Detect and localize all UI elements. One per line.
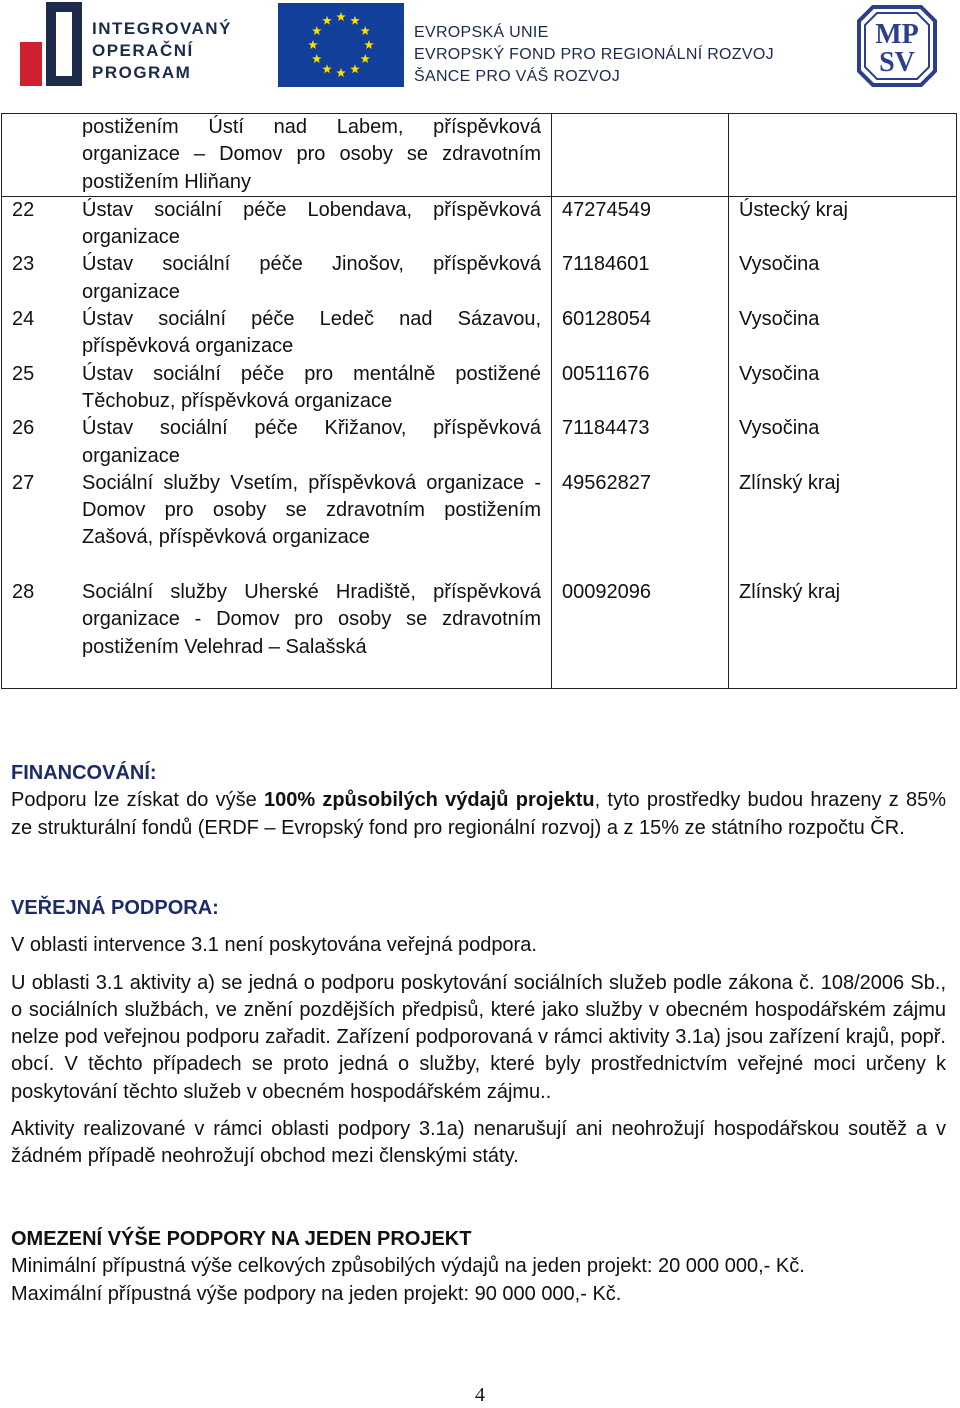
financing-text-c: , tyto prostředky budou hrazeny z 85% ze strukturální fondů (ERDF – Evropský fond pro regionální rozvoj) a z 15% ze státního rozpočtu ČR. xyxy=(11,789,946,839)
row-number: 25 xyxy=(12,362,35,385)
organizations-table xyxy=(1,113,957,689)
row-region: Vysočina xyxy=(739,417,820,440)
row-ico: 00092096 xyxy=(562,581,651,604)
table-row xyxy=(2,361,551,416)
row-ico: 47274549 xyxy=(562,198,651,221)
row-ico: 00511676 xyxy=(562,362,650,385)
page-number: 4 xyxy=(475,1384,485,1406)
table-row xyxy=(2,415,551,470)
row-ico: 60128054 xyxy=(562,308,651,331)
limits-section xyxy=(11,1226,946,1308)
row-name: Ústav sociální péče Ledeč nad Sázavou, příspěvková organizace xyxy=(82,308,541,358)
row-ico: 71184473 xyxy=(562,417,650,440)
public-support-heading: VEŘEJNÁ PODPORA: xyxy=(11,897,219,919)
table-row-group xyxy=(2,196,957,688)
table-row xyxy=(2,579,551,688)
row-number: 22 xyxy=(12,198,35,221)
row-name: Ústav sociální péče Jinošov, příspěvková organizace xyxy=(82,253,541,303)
iop-line-2: OPERAČNÍ xyxy=(92,41,194,60)
public-support-p3: Aktivity realizované v rámci oblasti podpory 3.1a) nenarušují ani neohrožují hospodářskou soutěž a v žádném případě neohrožují obchod mezi členskými státy. xyxy=(11,1118,946,1168)
table-row xyxy=(2,470,551,579)
row-region: Zlínský kraj xyxy=(739,471,841,494)
row-number: 23 xyxy=(12,253,35,276)
row-ico: 49562827 xyxy=(562,471,651,494)
row-name: Ústav sociální péče pro mentálně postižené Těchobuz, příspěvková organizace xyxy=(82,362,541,412)
row-name: Sociální služby Vsetím, příspěvková organizace - Domov pro osoby se zdravotním postižením Zašová, příspěvková organizace xyxy=(82,471,541,549)
row-region: Zlínský kraj xyxy=(739,581,841,604)
eu-line-2: EVROPSKÝ FOND PRO REGIONÁLNÍ ROZVOJ xyxy=(414,46,774,63)
iop-line-1: INTEGROVANÝ xyxy=(92,19,232,38)
public-support-p2: U oblasti 3.1 aktivity a) se jedná o podporu poskytování sociálních služeb podle zákona č. 108/2006 Sb., o sociálních službách, ve znění pozdějších předpisů, které jako služby v obecném hospodářském zájmu nelze pod veřejnou podporu zařadit. Zařízení podporovaná v rámci aktivity 3.1a) jsou zařízení krajů, popř. obcí. V těchto případech se proto jedná o služby, které byly prostřednictvím veřejné moci určeny k poskytování těchto služeb v obecném hospodářském zájmu.. xyxy=(11,971,946,1103)
iop-line-3: PROGRAM xyxy=(92,63,192,82)
page-header xyxy=(0,0,960,100)
table-row xyxy=(2,251,551,306)
financing-text-bold: 100% způsobilých výdajů projektu xyxy=(263,789,595,812)
table-row xyxy=(2,197,551,252)
mpsv-logo-top: MP xyxy=(875,19,919,50)
eu-line-3: ŠANCE PRO VÁŠ ROZVOJ xyxy=(414,68,621,85)
financing-heading: FINANCOVÁNÍ: xyxy=(11,762,157,784)
iop-logo-mark-icon xyxy=(20,2,84,88)
row-name: Sociální služby Uherské Hradiště, příspěvková organizace - Domov pro osoby se zdravotním postižením Velehrad – Salašská xyxy=(82,581,541,658)
limits-heading: OMEZENÍ VÝŠE PODPORY NA JEDEN PROJEKT xyxy=(11,1228,472,1250)
row-name: Ústav sociální péče Lobendava, příspěvková organizace xyxy=(82,198,541,249)
row-region: Vysočina xyxy=(739,308,820,331)
limits-max: Maximální přípustná výše podpory na jeden projekt: 90 000 000,- Kč. xyxy=(11,1282,622,1305)
row-ico: 71184601 xyxy=(562,253,650,276)
mpsv-logo-bottom: SV xyxy=(879,47,915,78)
financing-paragraph xyxy=(11,787,946,842)
row-number: 27 xyxy=(12,471,35,494)
eu-flag-icon xyxy=(278,3,404,87)
row-number: 26 xyxy=(12,417,35,440)
row-number: 24 xyxy=(12,308,35,331)
public-support-p1: V oblasti intervence 3.1 není poskytována veřejná podpora. xyxy=(11,934,537,957)
eu-line-1: EVROPSKÁ UNIE xyxy=(414,24,549,41)
row-name: Ústav sociální péče Křižanov, příspěvková organizace xyxy=(82,417,541,467)
mpsv-logo-icon xyxy=(857,5,937,87)
table-row xyxy=(2,306,551,361)
financing-section xyxy=(11,760,946,842)
row-name: postižením Ústí nad Labem, příspěvková organizace – Domov pro osoby se zdravotním postižením Hliňany xyxy=(82,116,541,193)
row-region: Vysočina xyxy=(739,253,820,276)
financing-text-a: Podporu lze získat do výše xyxy=(11,789,264,812)
public-support-section xyxy=(11,895,946,1171)
row-number: 28 xyxy=(12,581,35,604)
row-region: Ústecký kraj xyxy=(739,198,848,221)
row-region: Vysočina xyxy=(739,362,820,385)
table-row-continuation xyxy=(2,114,957,197)
limits-min: Minimální přípustná výše celkových způsobilých výdajů na jeden projekt: 20 000 000,- Kč. xyxy=(11,1255,805,1278)
iop-logo xyxy=(20,2,240,88)
